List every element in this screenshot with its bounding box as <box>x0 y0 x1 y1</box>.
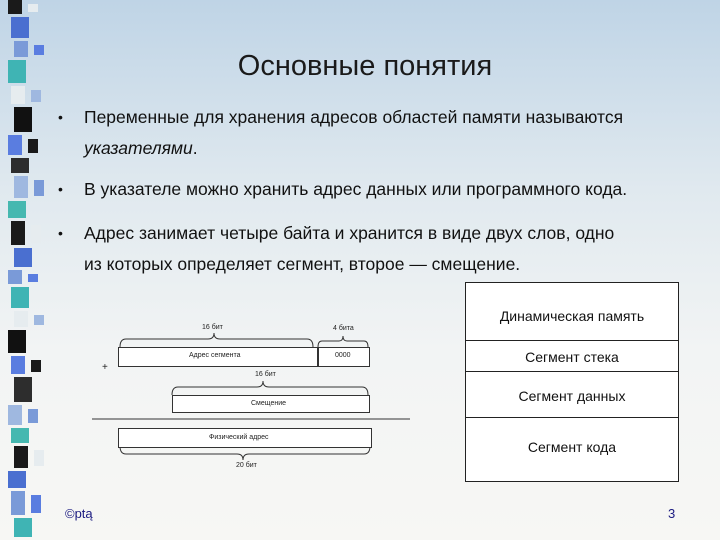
brace-16bit-top <box>120 333 313 347</box>
brace-20bit <box>120 446 370 460</box>
physical-address-label: Физический адрес <box>209 434 269 441</box>
memory-divider <box>466 417 678 418</box>
label-16bit-mid: 16 бит <box>255 371 276 378</box>
offset-label: Смещение <box>251 400 287 407</box>
memory-row-stack: Сегмент стека <box>525 349 619 365</box>
segment-address-box <box>118 347 318 367</box>
label-4bit: 4 бита <box>333 325 354 332</box>
brace-16bit-mid <box>172 381 368 395</box>
memory-row-data: Сегмент данных <box>518 388 626 404</box>
brace-4bit <box>318 336 368 347</box>
bullet-1-emphasis: указателями <box>84 138 193 158</box>
memory-map <box>465 282 679 482</box>
segment-address-label: Адрес сегмента <box>189 352 241 359</box>
bullet-3-line-1: Адрес занимает четыре байта и хранится в виде двух слов, одно <box>84 223 615 243</box>
bullet-2-text: В указателе можно хранить адрес данных или программного кода. <box>84 179 628 199</box>
bullet-1-tail: . <box>192 138 198 158</box>
memory-divider <box>466 371 678 372</box>
memory-header: Динамическая память <box>499 308 645 324</box>
footer-copyright: ©ptą <box>65 506 93 521</box>
memory-row-code: Сегмент кода <box>527 439 617 455</box>
memory-divider <box>466 340 678 341</box>
bullet-dot: • <box>58 225 63 241</box>
bullet-dot: • <box>58 181 63 197</box>
zeros-label: 0000 <box>335 352 351 359</box>
label-16bit-top: 16 бит <box>202 324 223 331</box>
zeros-box <box>318 347 370 367</box>
label-20bit: 20 бит <box>236 462 257 469</box>
slide-title: Основные понятия <box>237 50 493 82</box>
offset-box <box>172 395 370 413</box>
bullet-1-text: Переменные для хранения адресов областей памяти называются <box>84 107 624 127</box>
bullet-3-line-2: из которых определяет сегмент, второе — смещение. <box>84 254 521 274</box>
plus-sign: + <box>102 362 108 373</box>
physical-address-box <box>118 428 372 448</box>
bullet-dot: • <box>58 109 63 125</box>
slide-number: 3 <box>668 506 676 521</box>
